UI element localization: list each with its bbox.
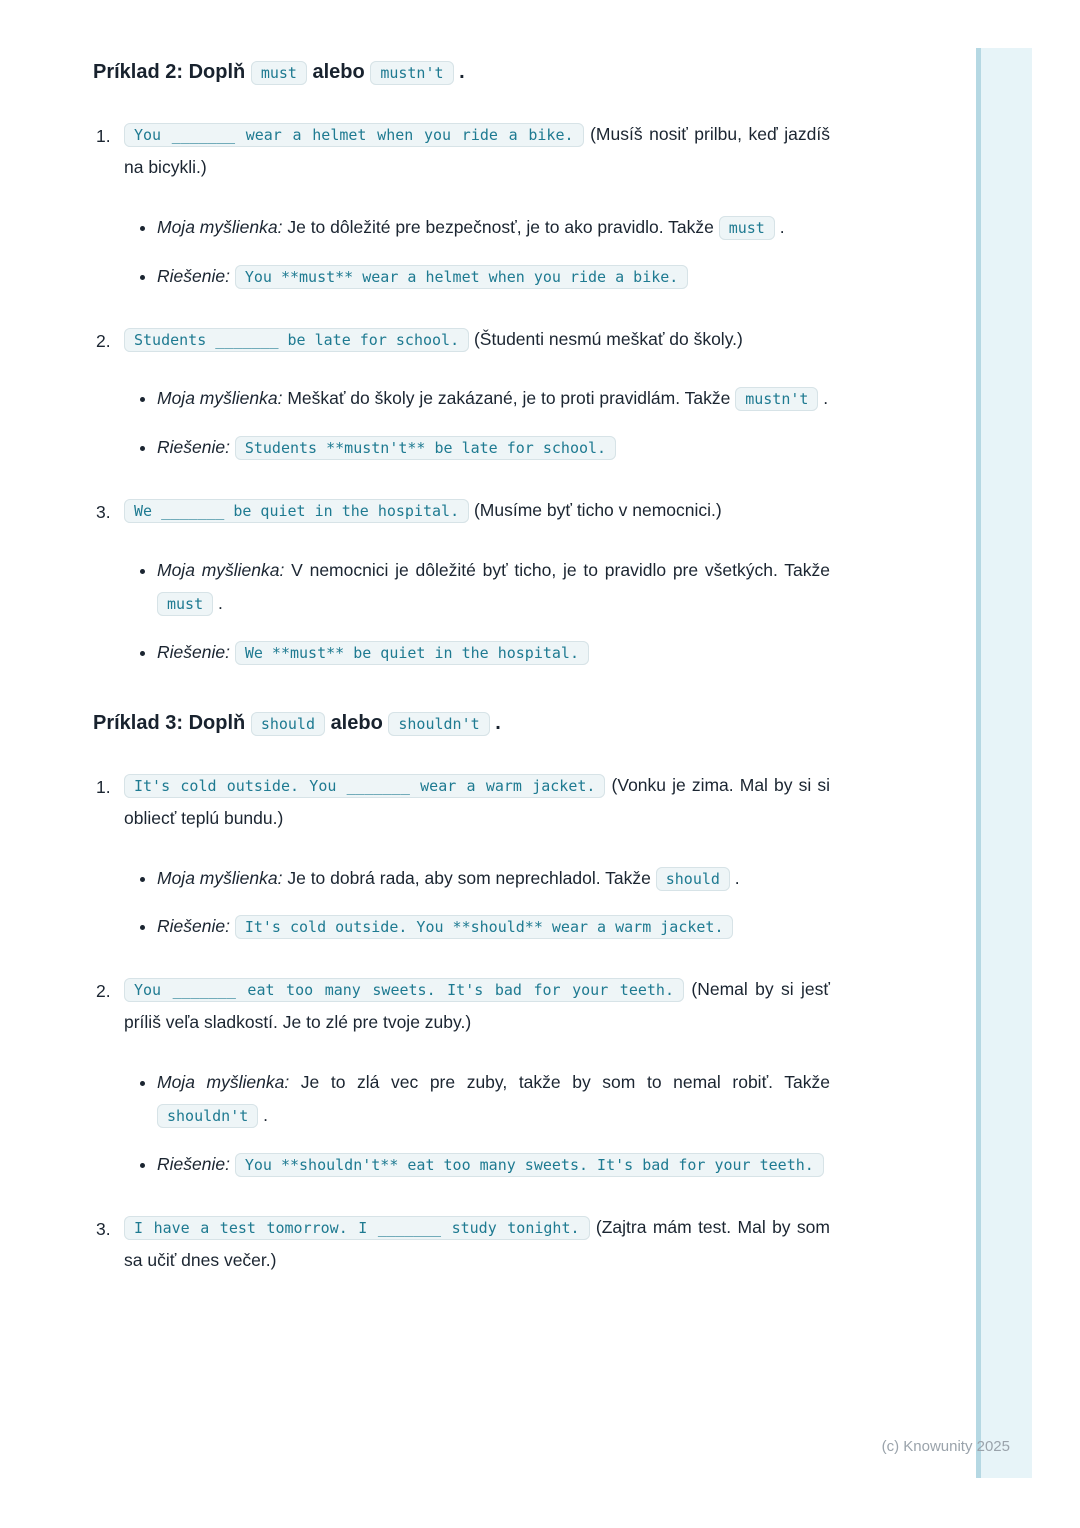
solution-note (157, 636, 830, 669)
solution-label: Riešenie: (157, 916, 230, 937)
section-heading (93, 707, 830, 739)
exercise-item (93, 494, 830, 669)
thought-code: shouldn't (157, 1104, 258, 1128)
thought-code: must (719, 216, 775, 240)
sentence-code: You _______ eat too many sweets. It's bad for your teeth. (124, 978, 684, 1002)
exercise-item (93, 1211, 830, 1277)
document-content (93, 0, 830, 1277)
heading-conjunction: alebo (330, 711, 383, 734)
solution-label: Riešenie: (157, 641, 230, 662)
sentence-translation: (Študenti nesmú meškať do školy.) (473, 328, 743, 349)
item-notes (124, 1066, 830, 1181)
sentence-code: You _______ wear a helmet when you ride a bike. (124, 123, 584, 147)
thought-text: Je to dôležité pre bezpečnosť, je to ako pravidlo. Takže (287, 216, 714, 237)
item-number: 1. (96, 126, 111, 146)
thought-text: Je to dobrá rada, aby som neprechladol. Takže (287, 867, 651, 888)
thought-note (157, 862, 830, 895)
solution-label: Riešenie: (157, 265, 230, 286)
thought-label: Moja myšlienka: (157, 560, 285, 581)
sentence-code: I have a test tomorrow. I _______ study tonight. (124, 1216, 590, 1240)
sentence-translation: (Musíme byť ticho v nemocnici.) (473, 500, 722, 521)
thought-period: . (263, 1105, 269, 1126)
item-number: 2. (96, 330, 111, 351)
exercise-sentence (124, 323, 830, 356)
thought-code: should (656, 867, 730, 891)
thought-label: Moja myšlienka: (157, 216, 283, 237)
item-notes (124, 862, 830, 944)
thought-label: Moja myšlienka: (157, 1072, 290, 1093)
exercise-item (93, 118, 830, 293)
item-notes (124, 554, 830, 669)
sentence-translation: (Nemal by si jesť príliš veľa sladkostí. Je to zlé pre tvoje zuby.) (124, 979, 830, 1033)
heading-code-option2: mustn't (370, 61, 453, 85)
solution-label: Riešenie: (157, 437, 230, 458)
solution-note (157, 431, 830, 464)
thought-text: Je to zlá vec pre zuby, takže by som to nemal robiť. Takže (300, 1072, 830, 1093)
thought-note (157, 1066, 830, 1132)
sentence-translation: (Zajtra mám test. Mal by som sa učiť dnes večer.) (124, 1216, 830, 1270)
thought-period: . (734, 867, 740, 888)
solution-code: We **must** be quiet in the hospital. (235, 641, 589, 665)
solution-label: Riešenie: (157, 1153, 230, 1174)
copyright-footer: (c) Knowunity 2025 (881, 1438, 1010, 1455)
exercise-sentence (124, 973, 830, 1039)
section-heading (93, 56, 830, 88)
thought-period: . (779, 216, 785, 237)
thought-label: Moja myšlienka: (157, 867, 283, 888)
exercise-item (93, 323, 830, 465)
thought-text: Meškať do školy je zakázané, je to proti pravidlám. Takže (287, 388, 731, 409)
heading-code-option1: must (251, 61, 307, 85)
item-notes (124, 382, 830, 464)
sentence-code: It's cold outside. You _______ wear a warm jacket. (124, 774, 605, 798)
exercise-item (93, 973, 830, 1180)
heading-period: . (495, 711, 501, 734)
item-number: 2. (96, 981, 111, 1002)
solution-note (157, 260, 830, 293)
exercise-sentence (124, 769, 830, 835)
thought-note (157, 554, 830, 620)
solution-code: Students **mustn't** be late for school. (235, 436, 616, 460)
item-number: 1. (96, 776, 111, 797)
right-accent-bar (976, 48, 1032, 1478)
heading-prefix: Príklad 3: Doplň (93, 711, 246, 734)
thought-code: must (157, 592, 213, 616)
solution-note (157, 1148, 830, 1181)
solution-code: You **shouldn't** eat too many sweets. It's bad for your teeth. (235, 1153, 824, 1177)
thought-note (157, 382, 830, 415)
thought-code: mustn't (735, 387, 818, 411)
thought-note (157, 211, 830, 244)
exercise-item (93, 769, 830, 944)
item-notes (124, 211, 830, 293)
heading-conjunction: alebo (312, 61, 365, 83)
sentence-translation: (Musíš nosiť prilbu, keď jazdíš na bicykli.) (124, 124, 830, 177)
thought-text: V nemocnici je dôležité byť ticho, je to pravidlo pre všetkých. Takže (291, 560, 830, 581)
sentence-code: Students _______ be late for school. (124, 328, 469, 352)
exercise-sentence (124, 118, 830, 184)
thought-label: Moja myšlienka: (157, 388, 283, 409)
solution-code: You **must** wear a helmet when you ride a bike. (235, 265, 688, 289)
sentence-translation: (Vonku je zima. Mal by si si obliecť teplú bundu.) (124, 774, 830, 828)
heading-prefix: Príklad 2: Doplň (93, 61, 246, 83)
solution-code: It's cold outside. You **should** wear a warm jacket. (235, 915, 734, 939)
item-number: 3. (96, 1218, 111, 1239)
heading-code-option1: should (251, 712, 325, 736)
solution-note (157, 910, 830, 943)
heading-period: . (459, 61, 465, 83)
thought-period: . (218, 593, 223, 614)
heading-code-option2: shouldn't (388, 712, 489, 736)
item-number: 3. (96, 502, 111, 523)
exercise-sentence (124, 494, 830, 527)
sentence-code: We _______ be quiet in the hospital. (124, 499, 469, 523)
thought-period: . (823, 388, 829, 409)
exercise-sentence (124, 1211, 830, 1277)
